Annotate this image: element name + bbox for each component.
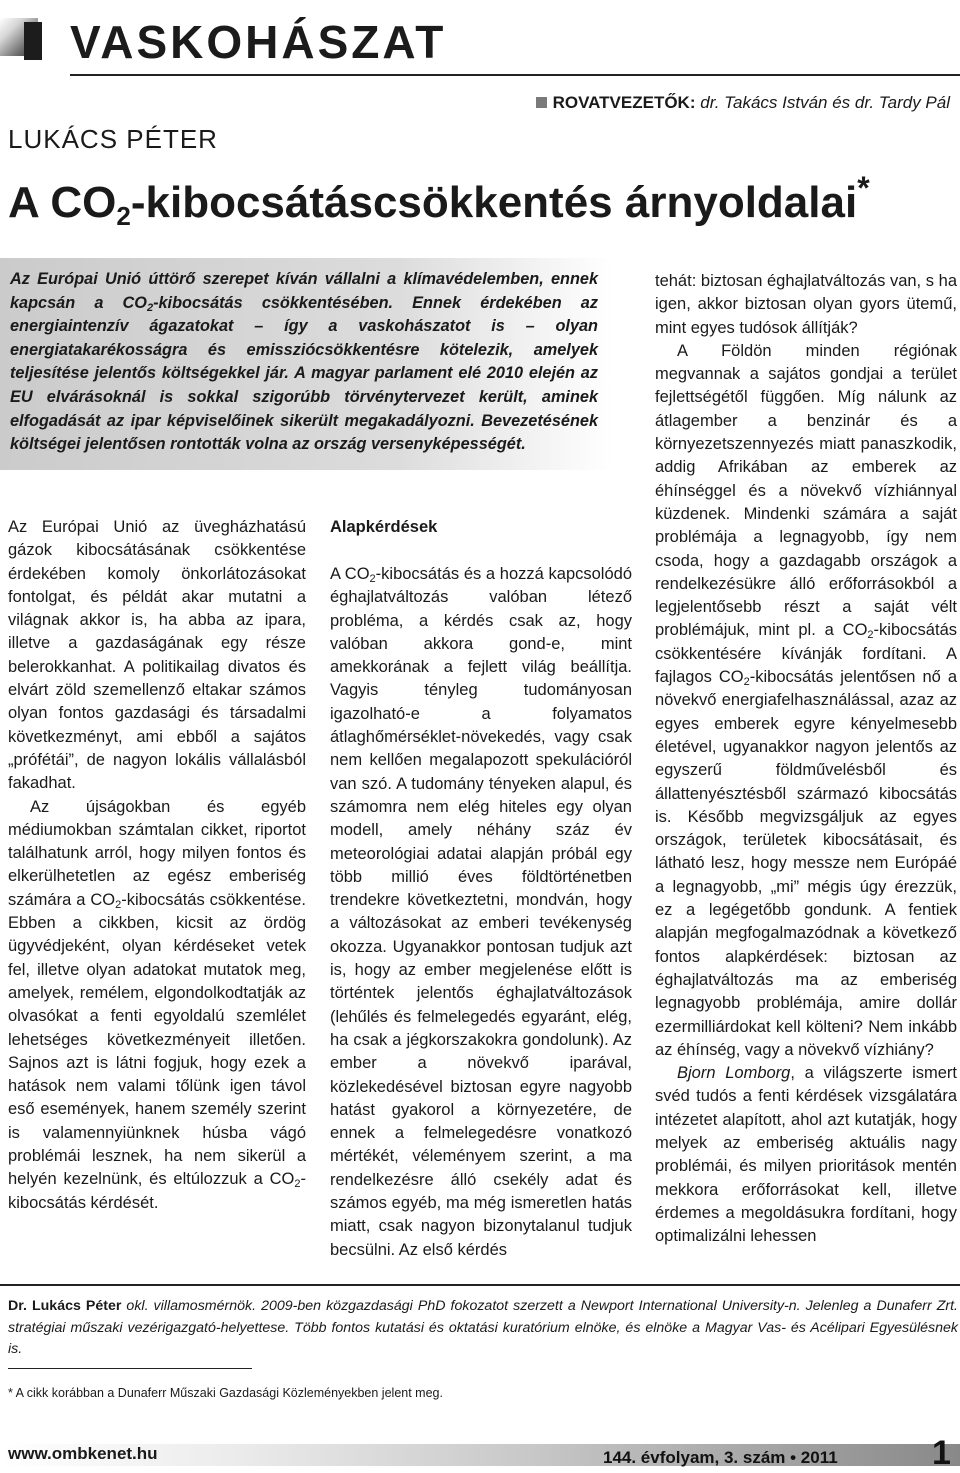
lead-paragraph: [10, 268, 598, 457]
lead-text: Az Európai Unió úttörő szerepet kíván vállalni a klímavédelemben, ennek kapcsán a CO: [10, 270, 598, 312]
subscript: 2: [369, 573, 376, 585]
body-paragraph: tehát: biztosan éghajlatváltozás van, s ha igen, akkor biztosan olyan gyors ütemű, mint egyes tudósok állítják?: [655, 272, 957, 337]
body-text: Az újságokban és egyéb médiumokban számtalan cikket, riportot találhatunk arról, hogy milyen fontos és elkerülhetetlen az egész emberiség számára a CO: [8, 797, 306, 909]
column-2: [330, 516, 632, 1262]
editors-names: dr. Takács István és dr. Tardy Pál: [700, 93, 950, 112]
title-subscript: 2: [116, 201, 131, 231]
body-paragraph: [8, 796, 306, 1215]
bio-rule: [0, 1284, 960, 1286]
subscript: 2: [294, 1178, 301, 1191]
body-text: A CO: [330, 565, 370, 583]
body-text: -kibocsátás és a hozzá kapcsolódó éghajlatváltozás valóban létező probléma, a kérdés csak az, hogy valóban akkora gond-e, mint amekkorának a fejlett világ beállítja. Vagyis tényleg tudományosan igazolható-e a folyamatos átlaghőmérséklet-növekedés, vagy csak nem kellően megalapozott spekulációról van szó. A tudomány tényeken alapul, és számomra nem elég hiteles egy olyan modell, amely néhány száz év meteorológiai adatai alapján próbál egy több millió éves földtörténetben trendekre következtetni, mondván, hogy a változásokat az emberi tevékenység okozza. Ugyanakkor pontosan tudjuk azt is, hogy az ember megjelenése előtt is történtek jelentős éghajlatváltozások (lehűlés és felmelegedés egyaránt, elég, ha csak a jégkorszakokra gondolunk). Az ember a növekvő iparával, közlekedésével biztosan egyre nagyobb hatást gyakorol a környezetére, de ennek a felmelegedésre vonatkozó mértékét, véleményem szerint, a ma rendelkezésre álló csekély adat és számos egyéb, ma még ismeretlen hatás miatt, csak nagyon bizonytalanul tudjuk becsülni. Az első kérdés: [330, 565, 632, 1259]
section-title: VASKOHÁSZAT: [70, 16, 447, 68]
header-square-dark-icon: [24, 22, 42, 60]
column-1: [8, 516, 306, 1215]
editors-label: ROVATVEZETŐK:: [552, 93, 696, 112]
footnote: * A cikk korábban a Dunaferr Műszaki Gazdasági Közleményekben jelent meg.: [8, 1386, 443, 1400]
author-bio: [8, 1296, 958, 1361]
footer-issue: 144. évfolyam, 3. szám • 2011: [603, 1448, 838, 1467]
square-bullet-icon: [536, 97, 547, 108]
lead-subscript: 2: [146, 301, 154, 314]
body-text: -kibocsátás csökkentésére kívánják fordítani. A fajlagos CO: [655, 621, 957, 687]
body-text: -kibocsátás csökkentése. Ebben a cikkben, kicsit az ördög ügyvédjeként, olyan kérdéseket vetek fel, illetve olyan adatokat mutatok meg, amelyek, remélem, elgondolkodtatják az olvasókat a fenti egyoldalú szemlélet lehetséges következményeit illetően. Sajnos azt is látni fogjuk, hogy ezek a hatások nem valami tőlünk igen távol eső események, hanem személy szerint is valamennyiünknek húsba vágó problémái lesznek, ha nem sikerül a helyén kezelnünk, és eltúlozzuk a CO: [8, 890, 306, 1189]
bio-name: Dr. Lukács Péter: [8, 1298, 122, 1314]
title-text-rest: -kibocsátáscsökkentés árnyoldalai: [130, 178, 858, 227]
body-text: , a világszerte ismert svéd tudós a fenti kérdések vizsgálatára intézetet alapított, ahol azt kutatják, hogy melyek az emberiség aktuális nagy problémái, és milyen prioritások mentén mekkora erőforrásokat kell, illetve érdemes a megoldásukra fordítani, hogy optimalizálni lehessen: [655, 1064, 957, 1246]
body-text: A Földön minden régiónak megvannak a sajátos gondjai a terület fejlettségétől függően. Míg nálunk az átlagember a benzinár és a környezetszennyezés miatt panaszkodik, addig Afrikában az emberek az éhínséggel és a növekvő vízhiánnyal küzdenek. Mindenki számára a saját problémája a legnagyobb, így nem csoda, hogy a gazdagabb országok a rendelkezésükre álló erőforrásokból a legjelentősebb részt a saját vélt problémájuk, mint pl. a CO: [655, 341, 957, 640]
body-paragraph: Az Európai Unió az üvegházhatású gázok kibocsátásának csökkentése érdekében komoly önkorlátozásokat fontolgat, és példát akar mutatni a világnak akkor is, ha abba az ipara, illetve a gazdaságának egy része belerokkanhat. A politikailag divatos és elvárt zöld szemellenző eltakar számos olyan fontos gazdasági és társadalmi következményt, ami ebből a sajátos „prófétái”, de nagyon lokális vállalásból fakadhat.: [8, 518, 306, 793]
body-text: -kibocsátás kérdését.: [8, 1170, 306, 1212]
body-text: -kibocsátás jelentősen nő a növekvő energiafelhasználással, azaz az egyes emberek egyre kényelmesebb életével, ugyanakkor nagyon jelentős az egyszerű földművelésből és állattenyésztésből származó kibocsátás is. Később megvizsgáljuk az egyes országok, területek kibocsátásait, és látható lesz, hogy messze nem Európáé a legnagyobb, „mi” mégis úgy érezzük, ez a legégetőbb gondunk. A fentiek alapján megfogalmazódnak a következő fontos alapkérdések: biztosan az éghajlatváltozás ma az emberiség legnagyobb problémája, amire dollár ezermilliárdokat kell költeni? Nem inkább az éhínség, vagy a növekvő vízhiány?: [655, 668, 957, 1059]
section-editors: [536, 92, 950, 114]
lead-text-rest: -kibocsátás csökkentésében. Ennek érdekében az energiaintenzív ágazatokat – így a vaskohászatot is – olyan energiatakarékosságra és emissziócsökkentésre kötelezik, amelyek teljesítése jelentős költségekkel jár. A magyar parlament elé 2010 elején az EU elvárásoknál is sokkal szigorúbb törvénytervezet került, aminek elfogadását az ipar képviselőinek sikerült megakadályozni. Bevezetésének költségei jelentősen rontották volna az ország versenyképességét.: [10, 293, 598, 454]
person-name: Bjorn Lomborg: [677, 1064, 791, 1083]
header-rule: [70, 74, 960, 76]
subscript: 2: [115, 898, 122, 911]
body-paragraph: [655, 340, 957, 1062]
footer-url[interactable]: www.ombkenet.hu: [8, 1444, 158, 1463]
title-footnote-mark: *: [857, 170, 870, 206]
subheading: Alapkérdések: [330, 518, 438, 536]
author-name: LUKÁCS PÉTER: [8, 124, 218, 154]
body-paragraph: [330, 563, 632, 1262]
body-paragraph: [655, 1062, 957, 1248]
column-3: [655, 270, 957, 1248]
article-title: [8, 170, 870, 231]
title-text: A CO: [8, 178, 117, 227]
bio-text: okl. villamosmérnök. 2009-ben közgazdasági PhD fokozatot szerzett a Newport International University-n. Jelenleg a Dunaferr Zrt. stratégiai műszaki vezérigazgató-helyettese. Több fontos kutatási és oktatási kuratórium elnöke, és elnöke a Magyar Vas- és Acélipari Egyesülésnek is.: [8, 1298, 958, 1357]
footnote-rule: [8, 1368, 252, 1369]
page-number: 1: [932, 1434, 951, 1472]
lead-box: [0, 258, 612, 470]
subscript: 2: [867, 629, 874, 642]
subscript: 2: [743, 676, 750, 689]
